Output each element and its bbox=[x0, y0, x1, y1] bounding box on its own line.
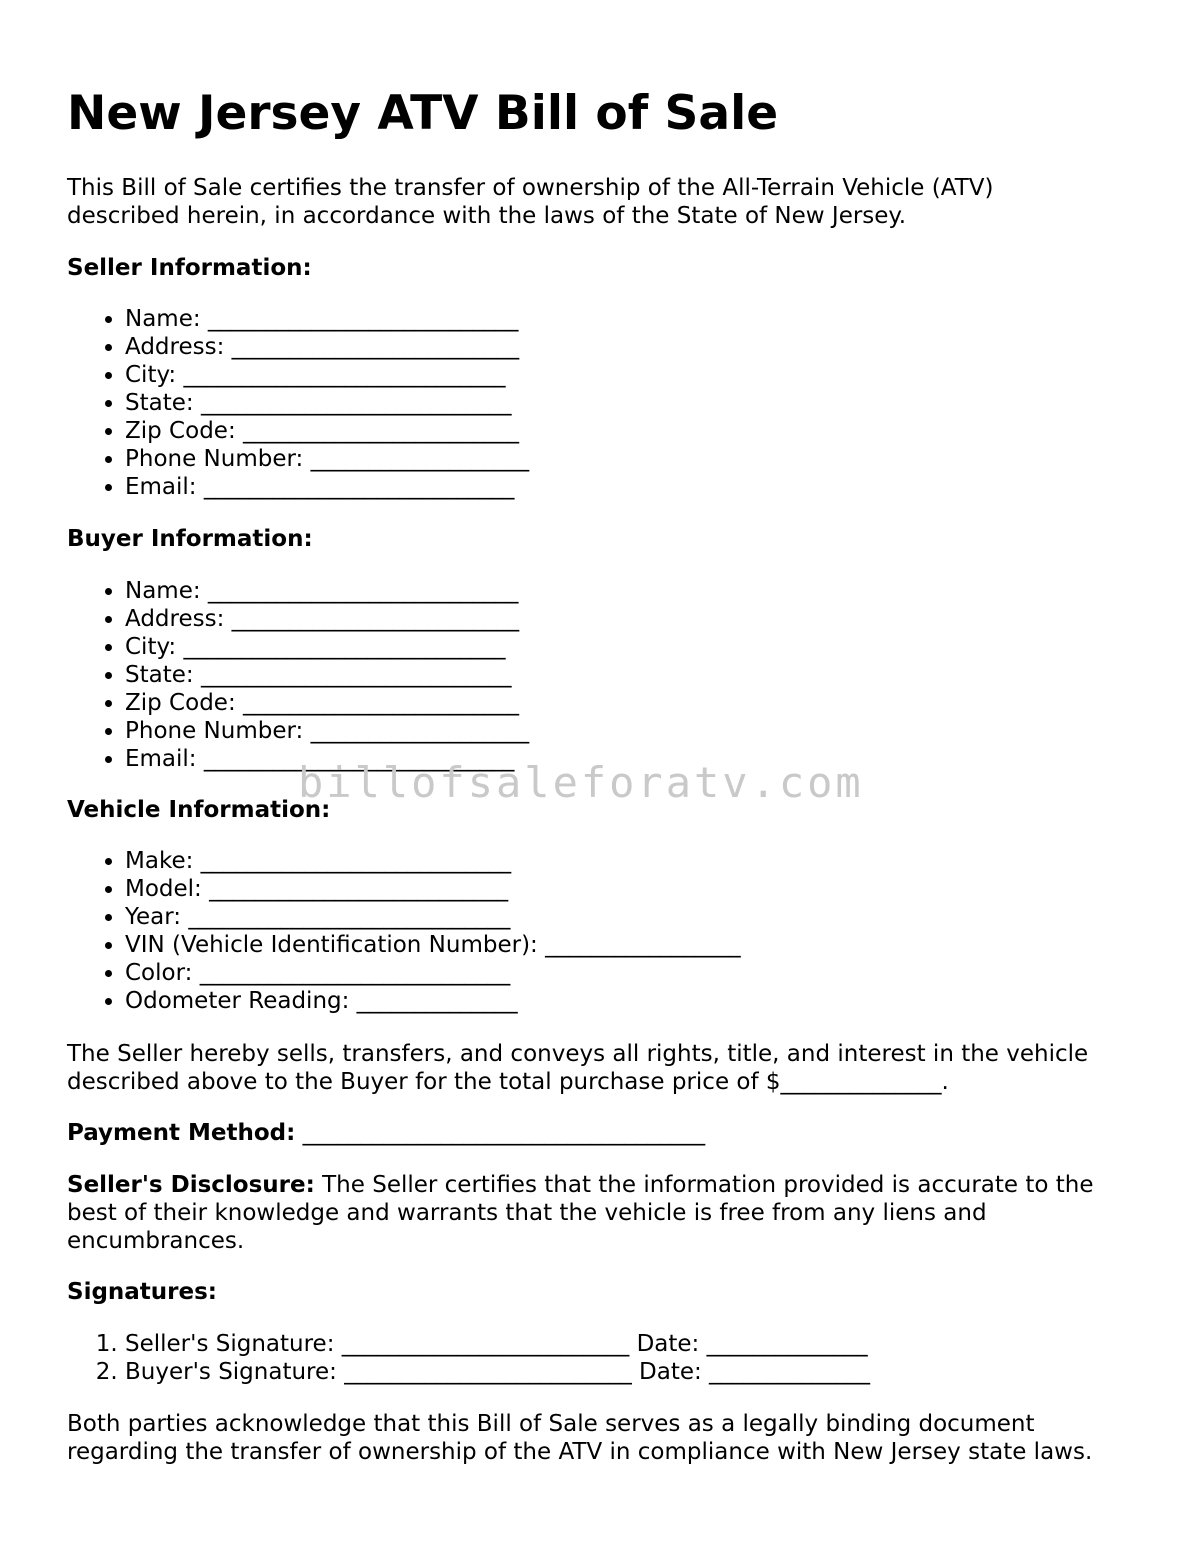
vehicle-field-list bbox=[67, 847, 741, 1015]
buyer-field-list bbox=[67, 577, 529, 773]
buyer-email-field: • Email: ___________________________ bbox=[125, 745, 529, 773]
disclosure-text: The Seller certifies that the information provided is accurate to the best of their knowledge and warrants that the vehicle is free from any liens and encumbrances. bbox=[67, 1172, 1094, 1254]
intro-paragraph: This Bill of Sale certifies the transfer of ownership of the All-Terrain Vehicle (ATV) described herein, in accordance with the laws of the State of New Jersey. bbox=[67, 175, 994, 229]
seller-name-field: • Name: ___________________________ bbox=[125, 305, 529, 333]
transfer-statement: The Seller hereby sells, transfers, and conveys all rights, title, and interest in the vehicle described above to the Buyer for the total purchase price of $______________. bbox=[67, 1041, 1089, 1095]
seller-zip-field: • Zip Code: ________________________ bbox=[125, 417, 529, 445]
signatures-heading: Signatures: bbox=[67, 1279, 218, 1305]
disclosure-label: Seller's Disclosure: bbox=[67, 1172, 315, 1198]
buyer-address-field: • Address: _________________________ bbox=[125, 605, 529, 633]
vehicle-color-field: • Color: ___________________________ bbox=[125, 959, 741, 987]
buyer-state-field: • State: ___________________________ bbox=[125, 661, 529, 689]
buyer-heading: Buyer Information: bbox=[67, 526, 313, 552]
seller-email-field: • Email: ___________________________ bbox=[125, 473, 529, 501]
payment-method-line bbox=[67, 1119, 705, 1147]
seller-phone-field: • Phone Number: ___________________ bbox=[125, 445, 529, 473]
vehicle-heading: Vehicle Information: bbox=[67, 797, 331, 823]
buyer-phone-field: • Phone Number: ___________________ bbox=[125, 717, 529, 745]
closing-paragraph: Both parties acknowledge that this Bill of Sale serves as a legally binding document regarding the transfer of ownership of the ATV in compliance with New Jersey state laws. bbox=[67, 1411, 1093, 1465]
seller-heading: Seller Information: bbox=[67, 255, 312, 281]
page-title: New Jersey ATV Bill of Sale bbox=[67, 86, 779, 141]
vehicle-make-field: • Make: ___________________________ bbox=[125, 847, 741, 875]
seller-address-field: • Address: _________________________ bbox=[125, 333, 529, 361]
vehicle-model-field: • Model: __________________________ bbox=[125, 875, 741, 903]
vehicle-vin-field: • VIN (Vehicle Identification Number): _________________ bbox=[125, 931, 741, 959]
seller-field-list bbox=[67, 305, 529, 501]
buyer-name-field: • Name: ___________________________ bbox=[125, 577, 529, 605]
seller-state-field: • State: ___________________________ bbox=[125, 389, 529, 417]
seller-disclosure bbox=[67, 1171, 1132, 1255]
buyer-city-field: • City: ____________________________ bbox=[125, 633, 529, 661]
vehicle-odometer-field: • Odometer Reading: ______________ bbox=[125, 987, 741, 1015]
seller-city-field: • City: ____________________________ bbox=[125, 361, 529, 389]
payment-method-blank: ___________________________________ bbox=[302, 1120, 706, 1146]
payment-method-label: Payment Method: bbox=[67, 1120, 296, 1146]
vehicle-year-field: • Year: ____________________________ bbox=[125, 903, 741, 931]
buyer-zip-field: • Zip Code: ________________________ bbox=[125, 689, 529, 717]
site-watermark: billofsaleforatv.com bbox=[298, 758, 864, 807]
buyer-signature-line: 2. Buyer's Signature: _________________________ Date: ______________ bbox=[125, 1358, 870, 1386]
signature-list bbox=[67, 1330, 870, 1386]
seller-signature-line: 1. Seller's Signature: _________________________ Date: ______________ bbox=[125, 1330, 870, 1358]
